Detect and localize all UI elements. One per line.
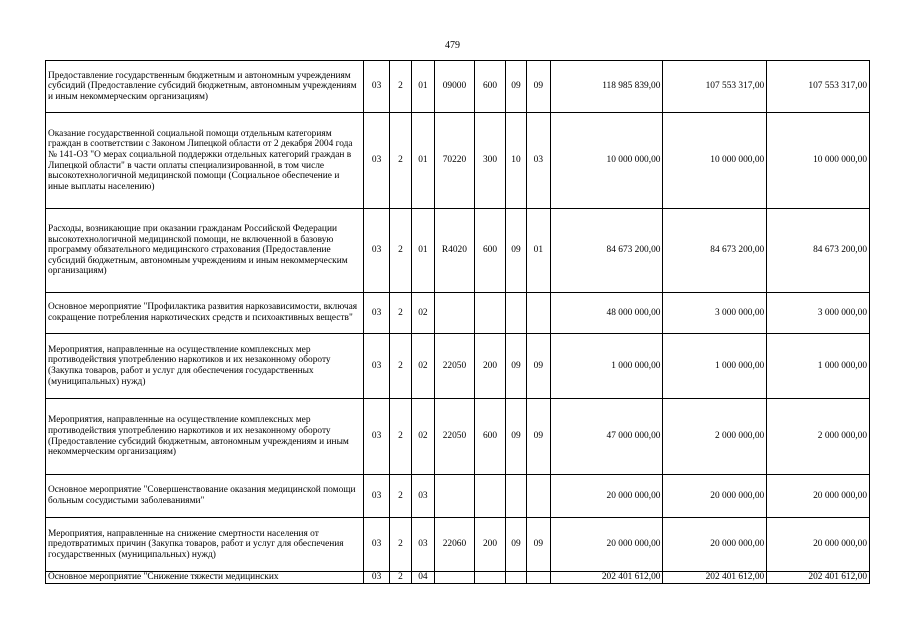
expense-type-code: 300 bbox=[475, 113, 506, 209]
subsection-code: 03 bbox=[527, 113, 550, 209]
section-code bbox=[505, 572, 526, 584]
amount-year-1: 48 000 000,00 bbox=[550, 293, 663, 334]
expense-direction-code: 09000 bbox=[434, 61, 475, 113]
expense-type-code: 200 bbox=[475, 334, 506, 399]
amount-year-3: 2 000 000,00 bbox=[767, 399, 870, 475]
amount-year-1: 118 985 839,00 bbox=[550, 61, 663, 113]
amount-year-2: 10 000 000,00 bbox=[663, 113, 767, 209]
amount-year-3: 107 553 317,00 bbox=[767, 61, 870, 113]
main-activity-code: 04 bbox=[412, 572, 434, 584]
amount-year-1: 20 000 000,00 bbox=[550, 518, 663, 572]
subprogram-code: 2 bbox=[389, 518, 411, 572]
expense-type-code: 200 bbox=[475, 518, 506, 572]
expense-type-code: 600 bbox=[475, 209, 506, 293]
table-row bbox=[46, 61, 870, 113]
amount-year-3: 10 000 000,00 bbox=[767, 113, 870, 209]
row-description: Основное мероприятие "Снижение тяжести медицинских bbox=[46, 572, 364, 584]
amount-year-2: 202 401 612,00 bbox=[663, 572, 767, 584]
section-code: 09 bbox=[505, 61, 526, 113]
expense-type-code bbox=[475, 475, 506, 518]
program-code: 03 bbox=[364, 209, 389, 293]
subsection-code bbox=[527, 572, 550, 584]
expense-direction-code bbox=[434, 293, 475, 334]
subsection-code bbox=[527, 293, 550, 334]
amount-year-3: 1 000 000,00 bbox=[767, 334, 870, 399]
section-code bbox=[505, 475, 526, 518]
row-description: Предоставление государственным бюджетным и автономным учреждениям субсидий (Предоставление субсидий бюджетным, автономным учреждениям и иным некоммерческим организациям) bbox=[46, 61, 364, 113]
subprogram-code: 2 bbox=[389, 293, 411, 334]
expense-type-code: 600 bbox=[475, 61, 506, 113]
table-row bbox=[46, 293, 870, 334]
amount-year-2: 107 553 317,00 bbox=[663, 61, 767, 113]
expense-direction-code bbox=[434, 572, 475, 584]
amount-year-1: 47 000 000,00 bbox=[550, 399, 663, 475]
amount-year-1: 1 000 000,00 bbox=[550, 334, 663, 399]
amount-year-2: 2 000 000,00 bbox=[663, 399, 767, 475]
program-code: 03 bbox=[364, 518, 389, 572]
section-code bbox=[505, 293, 526, 334]
section-code: 09 bbox=[505, 209, 526, 293]
row-description: Мероприятия, направленные на снижение смертности населения от предотвратимых причин (Закупка товаров, работ и услуг для обеспечения государственных (муниципальных) нужд) bbox=[46, 518, 364, 572]
main-activity-code: 01 bbox=[412, 61, 434, 113]
table-row bbox=[46, 475, 870, 518]
table-row bbox=[46, 518, 870, 572]
amount-year-1: 20 000 000,00 bbox=[550, 475, 663, 518]
program-code: 03 bbox=[364, 113, 389, 209]
program-code: 03 bbox=[364, 475, 389, 518]
subsection-code: 09 bbox=[527, 61, 550, 113]
section-code: 10 bbox=[505, 113, 526, 209]
table-row bbox=[46, 209, 870, 293]
main-activity-code: 02 bbox=[412, 293, 434, 334]
main-activity-code: 01 bbox=[412, 113, 434, 209]
expense-direction-code: R4020 bbox=[434, 209, 475, 293]
main-activity-code: 03 bbox=[412, 475, 434, 518]
amount-year-2: 20 000 000,00 bbox=[663, 518, 767, 572]
subprogram-code: 2 bbox=[389, 209, 411, 293]
row-description: Мероприятия, направленные на осуществление комплексных мер противодействия употреблению наркотиков и их незаконному обороту (Закупка товаров, работ и услуг для обеспечения государственных (муниципальных) нужд) bbox=[46, 334, 364, 399]
amount-year-3: 20 000 000,00 bbox=[767, 475, 870, 518]
subprogram-code: 2 bbox=[389, 572, 411, 584]
expense-direction-code: 22060 bbox=[434, 518, 475, 572]
amount-year-2: 20 000 000,00 bbox=[663, 475, 767, 518]
subsection-code: 09 bbox=[527, 334, 550, 399]
subprogram-code: 2 bbox=[389, 334, 411, 399]
table-row bbox=[46, 113, 870, 209]
section-code: 09 bbox=[505, 399, 526, 475]
subsection-code: 01 bbox=[527, 209, 550, 293]
expense-direction-code bbox=[434, 475, 475, 518]
row-description: Расходы, возникающие при оказании гражданам Российской Федерации высокотехнологичной медицинской помощи, не включенной в базовую программу обязательного медицинского страхования (Предоставление субсидий бюджетным, автономным учреждениям и иным некоммерческим организациям) bbox=[46, 209, 364, 293]
subprogram-code: 2 bbox=[389, 399, 411, 475]
section-code: 09 bbox=[505, 334, 526, 399]
program-code: 03 bbox=[364, 293, 389, 334]
subsection-code bbox=[527, 475, 550, 518]
amount-year-2: 84 673 200,00 bbox=[663, 209, 767, 293]
main-activity-code: 03 bbox=[412, 518, 434, 572]
main-activity-code: 02 bbox=[412, 399, 434, 475]
main-activity-code: 01 bbox=[412, 209, 434, 293]
subprogram-code: 2 bbox=[389, 61, 411, 113]
amount-year-2: 3 000 000,00 bbox=[663, 293, 767, 334]
amount-year-1: 202 401 612,00 bbox=[550, 572, 663, 584]
section-code: 09 bbox=[505, 518, 526, 572]
program-code: 03 bbox=[364, 399, 389, 475]
main-activity-code: 02 bbox=[412, 334, 434, 399]
program-code: 03 bbox=[364, 61, 389, 113]
expense-type-code bbox=[475, 293, 506, 334]
program-code: 03 bbox=[364, 334, 389, 399]
row-description: Основное мероприятие "Профилактика развития наркозависимости, включая сокращение потребления наркотических средств и психоактивных веществ" bbox=[46, 293, 364, 334]
program-code: 03 bbox=[364, 572, 389, 584]
expense-direction-code: 70220 bbox=[434, 113, 475, 209]
row-description: Оказание государственной социальной помощи отдельным категориям граждан в соответствии с Законом Липецкой области от 2 декабря 2004 года № 141-ОЗ "О мерах социальной поддержки отдельных категорий граждан в Липецкой области" в части оплаты специализированной, в том числе высокотехнологичной медицинской помощи (Социальное обеспечение и иные выплаты населению) bbox=[46, 113, 364, 209]
table-row bbox=[46, 399, 870, 475]
expense-type-code: 600 bbox=[475, 399, 506, 475]
subprogram-code: 2 bbox=[389, 113, 411, 209]
expense-type-code bbox=[475, 572, 506, 584]
amount-year-1: 84 673 200,00 bbox=[550, 209, 663, 293]
page-number: 479 bbox=[445, 40, 460, 51]
table-row bbox=[46, 334, 870, 399]
amount-year-3: 3 000 000,00 bbox=[767, 293, 870, 334]
subsection-code: 09 bbox=[527, 399, 550, 475]
table-row bbox=[46, 572, 870, 584]
amount-year-2: 1 000 000,00 bbox=[663, 334, 767, 399]
budget-table bbox=[45, 60, 870, 584]
amount-year-3: 84 673 200,00 bbox=[767, 209, 870, 293]
row-description: Основное мероприятие "Совершенствование оказания медицинской помощи больным сосудистыми заболеваниями" bbox=[46, 475, 364, 518]
row-description: Мероприятия, направленные на осуществление комплексных мер противодействия употреблению наркотиков и их незаконному обороту (Предоставление субсидий бюджетным, автономным учреждениям и иным некоммерческим организациям) bbox=[46, 399, 364, 475]
expense-direction-code: 22050 bbox=[434, 399, 475, 475]
amount-year-1: 10 000 000,00 bbox=[550, 113, 663, 209]
subsection-code: 09 bbox=[527, 518, 550, 572]
amount-year-3: 202 401 612,00 bbox=[767, 572, 870, 584]
amount-year-3: 20 000 000,00 bbox=[767, 518, 870, 572]
subprogram-code: 2 bbox=[389, 475, 411, 518]
expense-direction-code: 22050 bbox=[434, 334, 475, 399]
